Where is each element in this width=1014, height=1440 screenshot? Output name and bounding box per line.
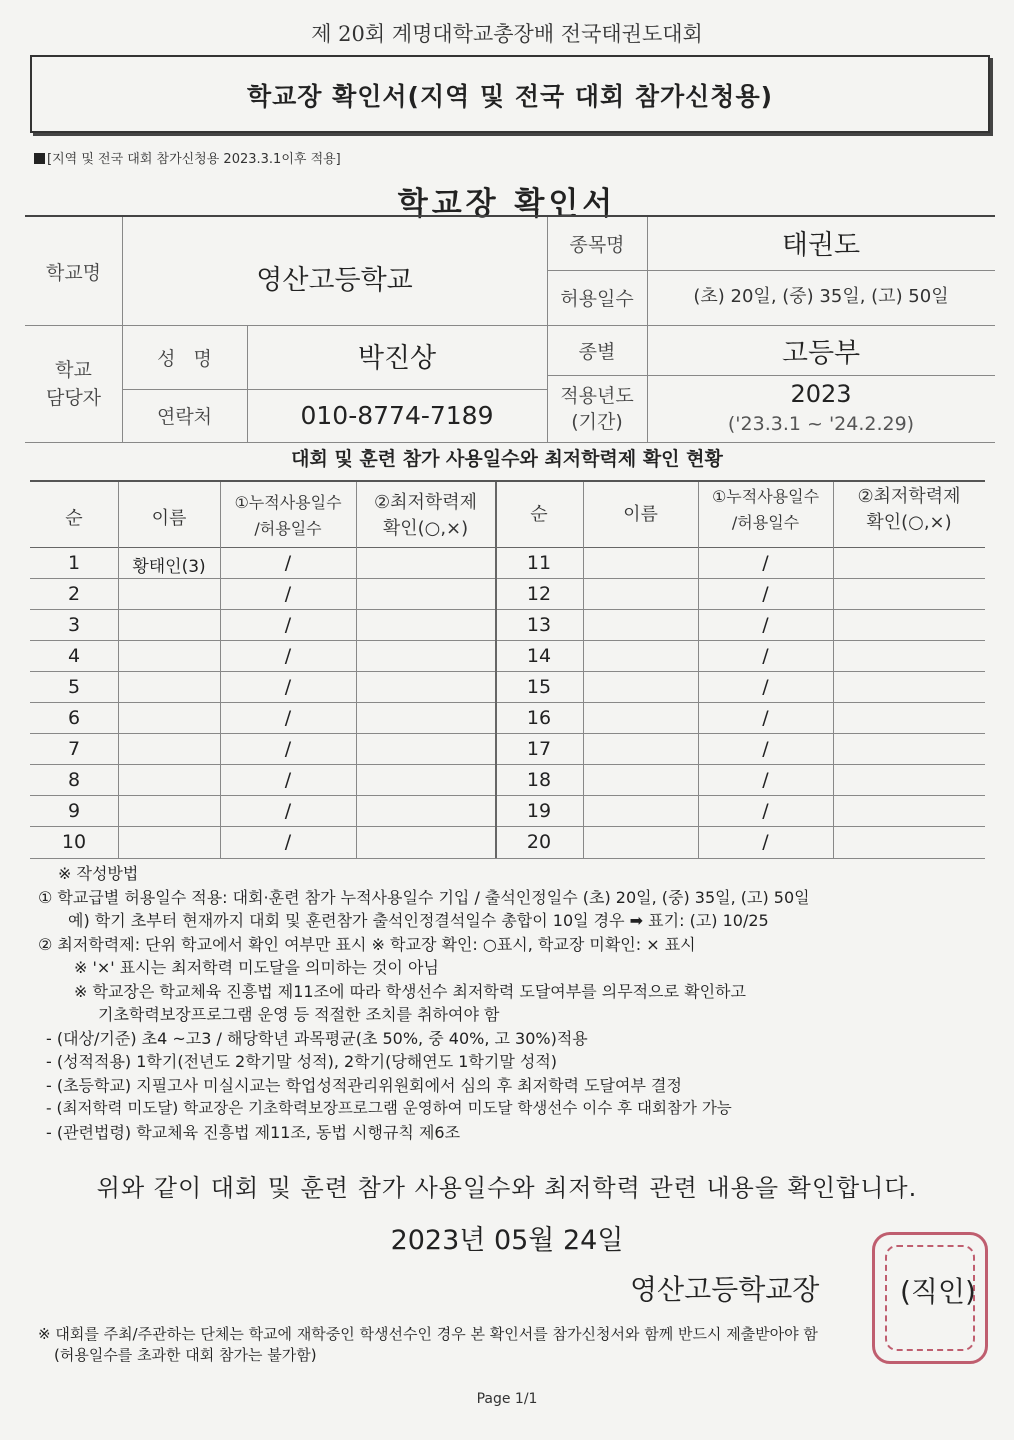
method-line-8: - (성적적용) 1학기(전년도 2학기말 성적), 2학기(당해연도 1학기말 성적) — [46, 1052, 558, 1071]
row-days: / — [762, 800, 769, 822]
row-number: 18 — [526, 769, 552, 791]
usage-table — [30, 480, 985, 860]
row-number: 11 — [526, 552, 552, 574]
header-check-right-line1: ②최저학력제 — [857, 486, 961, 507]
row-number: 10 — [61, 831, 87, 853]
division-label: 종별 — [578, 340, 616, 363]
row-number: 16 — [526, 707, 552, 729]
applicability-note-text: [지역 및 전국 대회 참가신청용 2023.3.1이후 적용] — [47, 152, 341, 167]
method-line-5: ※ 학교장은 학교체육 진흥법 제11조에 따라 학생선수 최저학력 도달여부를 의무적으로 확인하고 — [74, 981, 746, 1001]
header-name-right: 이름 — [623, 504, 658, 525]
row-number: 14 — [526, 645, 552, 667]
row-days: / — [284, 738, 292, 760]
principal-title: 영산고등학교장 — [630, 1273, 820, 1306]
method-line-2: 예) 학기 초부터 현재까지 대회 및 훈련참가 출석인정결석일수 총합이 10일 경우 ➡ 표기: (고) 10/25 — [68, 911, 769, 930]
school-name-label: 학교명 — [45, 261, 102, 284]
year-label — [547, 375, 647, 442]
method-line-7: - (대상/기준) 초4 ~고3 / 해당학년 과목평균(초 50%, 중 40%, 고 30%)적용 — [46, 1028, 588, 1048]
allowed-days-label: 허용일수 — [560, 288, 634, 310]
manager-label — [25, 325, 122, 442]
contact-label: 연락처 — [156, 406, 213, 428]
row-name: 황태인(3) — [132, 557, 206, 577]
method-line-1: ① 학교급별 허용일수 적용: 대회·훈련 참가 누적사용일수 기입 / 출석인정일수 (초) 20일, (중) 35일, (고) 50일 — [38, 887, 810, 907]
row-number: 3 — [67, 614, 81, 636]
manager-label-line1: 학교 — [55, 358, 92, 381]
header-no-left: 순 — [65, 508, 83, 529]
manager-name-label: 성 명 — [157, 347, 212, 370]
header-days-left-line2: /허용일수 — [254, 519, 322, 538]
contact-value: 010-8774-7189 — [300, 401, 494, 430]
page-number: Page 1/1 — [476, 1391, 538, 1407]
sport-label: 종목명 — [569, 234, 625, 256]
row-number: 6 — [67, 707, 81, 729]
header-check-left-line2: 확인(○,×) — [382, 518, 469, 539]
sport-value: 태권도 — [781, 229, 861, 261]
seal-label: (직인) — [900, 1275, 976, 1308]
row-number: 5 — [67, 676, 81, 698]
row-days: / — [284, 707, 292, 729]
header-days-right — [698, 484, 833, 536]
main-title: 학교장 확인서 — [397, 186, 617, 222]
school-info-table — [25, 215, 995, 442]
row-days: / — [762, 676, 769, 698]
footer-note — [38, 1324, 818, 1366]
applicability-note — [34, 148, 341, 167]
row-days: / — [762, 707, 769, 729]
header-check-right-line2: 확인(○,×) — [866, 512, 952, 533]
method-line-4: ※ '×' 표시는 최저학력 미도달을 의미하는 것이 아님 — [74, 958, 439, 977]
event-title: 제 20회 계명대학교총장배 전국태권도대회 — [311, 22, 703, 46]
method-line-10: - (최저학력 미도달) 학교장은 기초학력보장프로그램 운영하여 미도달 학생선수 이수 후 대회참가 가능 — [46, 1099, 732, 1117]
row-days: / — [762, 614, 769, 636]
usage-table-title: 대회 및 훈련 참가 사용일수와 최저학력제 확인 현황 — [291, 448, 723, 470]
row-number: 1 — [67, 552, 81, 574]
document-title: 학교장 확인서(지역 및 전국 대회 참가신청용) — [246, 82, 774, 111]
row-days: / — [762, 769, 769, 791]
issue-date: 2023년 05월 24일 — [390, 1225, 624, 1256]
row-number: 8 — [67, 769, 81, 791]
row-number: 17 — [526, 738, 552, 760]
header-check-left — [356, 490, 495, 542]
row-days: / — [762, 645, 769, 667]
document-title-box — [30, 55, 990, 133]
header-days-left — [220, 490, 356, 542]
header-days-left-line1: ①누적사용일수 — [234, 493, 342, 512]
row-days: / — [284, 614, 292, 636]
method-line-11: - (관련법령) 학교체육 진흥법 제11조, 동법 시행규칙 제6조 — [46, 1122, 461, 1142]
row-number: 13 — [526, 614, 552, 636]
header-check-left-line1: ②최저학력제 — [373, 492, 478, 513]
method-line-6: 기초학력보장프로그램 운영 등 적절한 조치를 취하여야 함 — [98, 1005, 500, 1024]
row-number: 9 — [67, 800, 81, 822]
school-name-value: 영산고등학교 — [256, 264, 413, 296]
row-days: / — [284, 645, 292, 667]
method-line-9: - (초등학교) 지필고사 미실시교는 학업성적관리위원회에서 심의 후 최저학력 도달여부 결정 — [46, 1075, 682, 1095]
manager-name-value: 박진상 — [357, 342, 437, 374]
writing-method-heading: ※ 작성방법 — [58, 864, 139, 883]
year-value-block — [647, 375, 995, 442]
row-number: 20 — [526, 831, 552, 853]
header-check-right — [833, 484, 985, 536]
row-days: / — [284, 552, 292, 574]
row-days: / — [284, 676, 292, 698]
row-days: / — [762, 738, 769, 760]
header-days-right-line1: ①누적사용일수 — [711, 487, 820, 506]
year-label-line1: 적용년도 — [560, 384, 634, 407]
header-no-right: 순 — [530, 504, 548, 525]
year-value: 2023 — [790, 379, 852, 408]
row-days: / — [762, 583, 769, 605]
row-number: 2 — [67, 583, 81, 605]
row-number: 12 — [526, 583, 552, 605]
manager-label-line2: 담당자 — [45, 386, 102, 409]
row-days: / — [284, 800, 292, 822]
header-name-left: 이름 — [151, 508, 187, 529]
header-days-right-line2: /허용일수 — [731, 513, 800, 532]
period-value: ('23.3.1 ~ '24.2.29) — [727, 412, 915, 435]
footer-line-2: (허용일수를 초과한 대회 참가는 불가함) — [54, 1346, 317, 1364]
square-bullet-icon — [34, 153, 45, 164]
row-number: 15 — [526, 676, 552, 698]
allowed-days-value: (초) 20일, (중) 35일, (고) 50일 — [693, 286, 949, 307]
writing-method — [38, 862, 978, 1144]
row-number: 4 — [67, 645, 81, 667]
footer-line-1: ※ 대회를 주최/주관하는 단체는 학교에 재학중인 학생선수인 경우 본 확인서를 참가신청서와 함께 반드시 제출받아야 함 — [38, 1325, 818, 1343]
row-days: / — [284, 831, 292, 853]
row-number: 19 — [526, 800, 552, 822]
row-days: / — [284, 769, 292, 791]
confirmation-statement: 위와 같이 대회 및 훈련 참가 사용일수와 최저학력 관련 내용을 확인합니다. — [96, 1174, 918, 1202]
row-days: / — [762, 552, 769, 574]
row-days: / — [284, 583, 292, 605]
year-label-line2: (기간) — [571, 410, 623, 433]
row-number: 7 — [67, 738, 81, 760]
division-value: 고등부 — [781, 337, 861, 369]
row-days: / — [762, 831, 769, 853]
method-line-3: ② 최저학력제: 단위 학교에서 확인 여부만 표시 ※ 학교장 확인: ○표시, 학교장 미확인: × 표시 — [38, 934, 696, 954]
